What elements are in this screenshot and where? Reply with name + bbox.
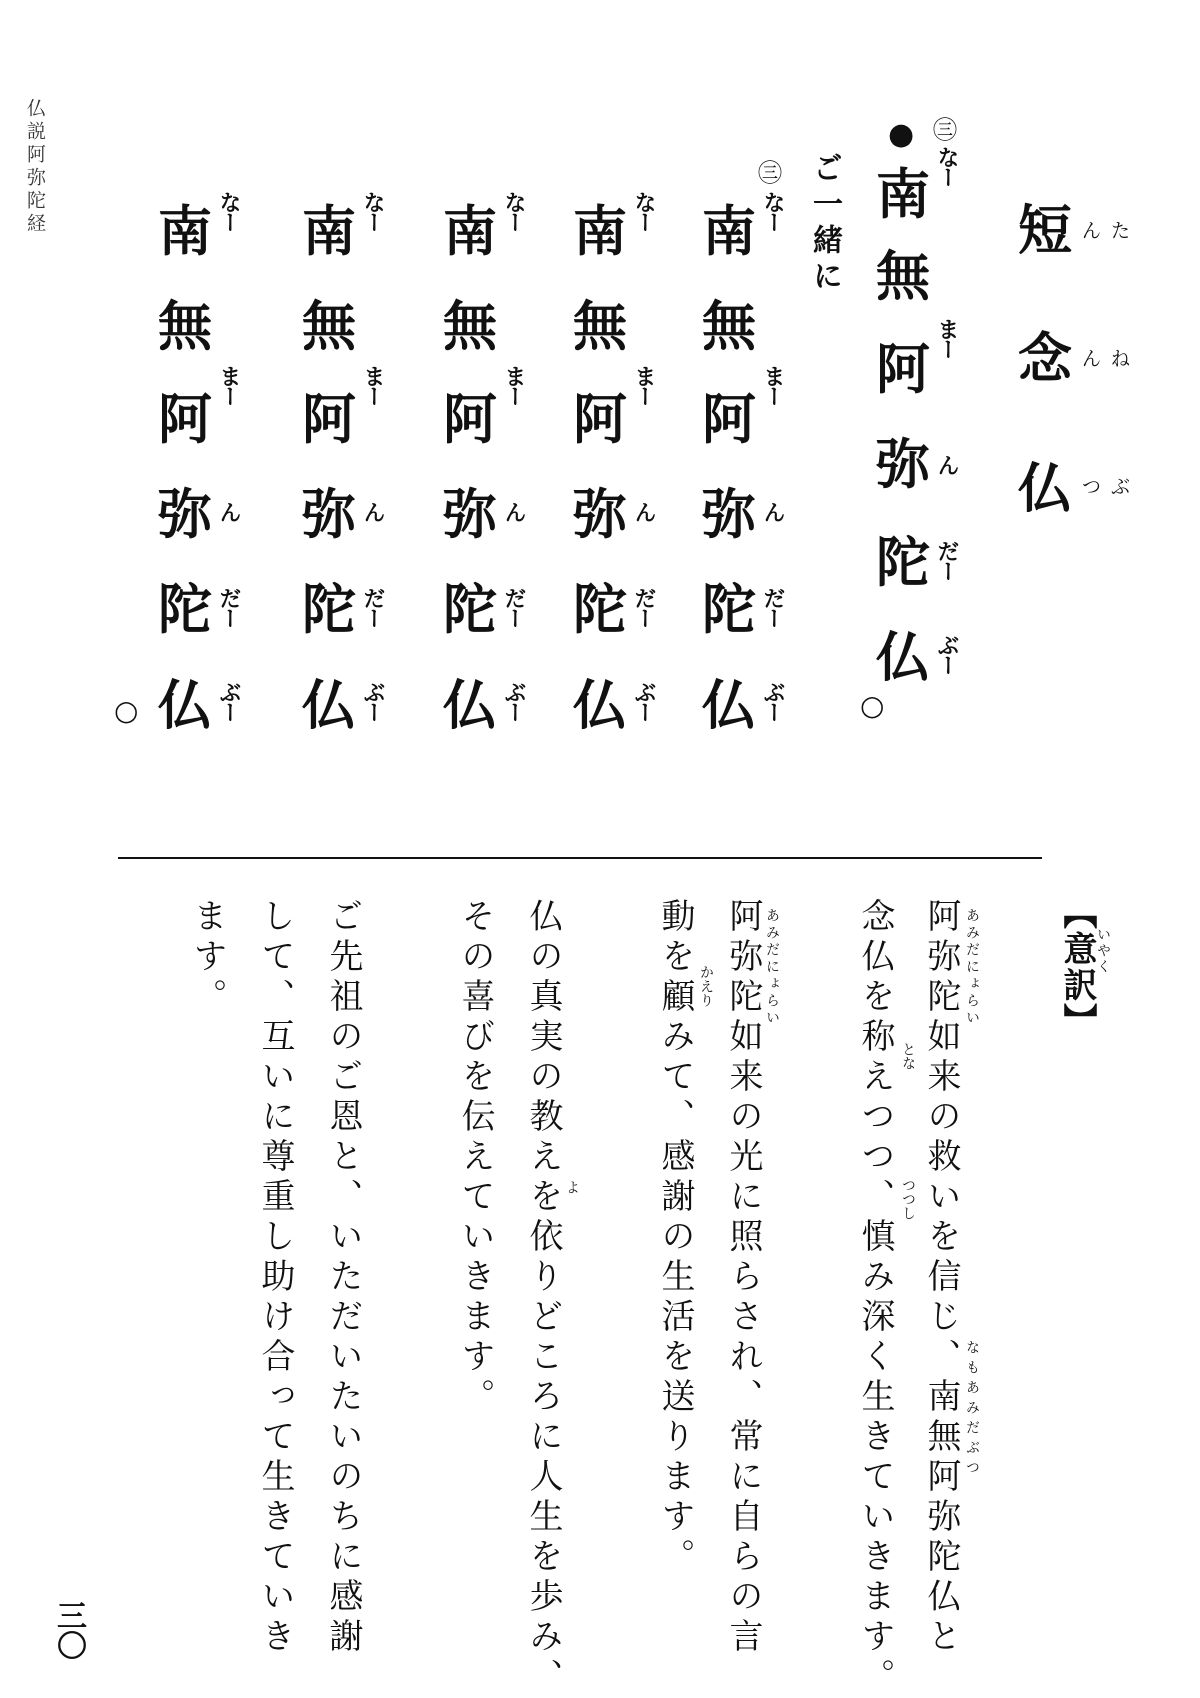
title-char: 念 bbox=[1018, 327, 1072, 390]
nembutsu-ruby: だー bbox=[760, 587, 786, 627]
title-ruby: ねん bbox=[1078, 348, 1131, 367]
nembutsu-ruby: ん bbox=[216, 501, 242, 521]
title-char: 短 bbox=[1018, 199, 1072, 262]
title-ruby: ぶつ bbox=[1078, 476, 1131, 495]
nembutsu-char: 無 bbox=[158, 295, 212, 358]
nembutsu-char: 陀 bbox=[573, 578, 627, 641]
translation-line: ご先祖のご恩と、いただいたいのちに感謝 bbox=[323, 898, 363, 1658]
nembutsu-ruby: ん bbox=[501, 501, 527, 521]
lead-dot-mark: ● bbox=[888, 117, 915, 152]
translation-ruby: あみだにょらい bbox=[964, 908, 980, 1027]
translation-label: 【意訳】 bbox=[1057, 895, 1097, 1039]
nembutsu-char: 弥 bbox=[443, 483, 497, 546]
nembutsu-ruby: まー bbox=[631, 365, 657, 405]
nembutsu-ruby: なー bbox=[760, 191, 786, 231]
translation-line: 阿弥陀如来の救いを信じ、南無阿弥陀仏と bbox=[921, 898, 961, 1658]
nembutsu-char: 南 bbox=[573, 200, 627, 263]
translation-line: 仏の真実の教えを依りどころに人生を歩み、 bbox=[523, 898, 563, 1698]
nembutsu-ruby: まー bbox=[501, 365, 527, 405]
nembutsu-ruby: ぶー bbox=[501, 681, 527, 721]
translation-ruby: とな bbox=[900, 1042, 916, 1070]
nembutsu-column bbox=[443, 191, 533, 765]
nembutsu-char: 南 bbox=[158, 200, 212, 263]
nembutsu-char: 陀 bbox=[158, 578, 212, 641]
nembutsu-column bbox=[702, 159, 792, 765]
page-number: 三〇 bbox=[51, 1600, 86, 1660]
nembutsu-char: 仏 bbox=[443, 674, 497, 737]
title-ruby: たん bbox=[1078, 220, 1131, 239]
nembutsu-ruby: ぶー bbox=[934, 634, 960, 674]
end-circle-mark: ○ bbox=[860, 689, 885, 722]
nembutsu-ruby: ぶー bbox=[360, 681, 386, 721]
nembutsu-char: 弥 bbox=[573, 483, 627, 546]
translation-ruby: かえり bbox=[698, 965, 714, 1007]
nembutsu-char: 南 bbox=[443, 200, 497, 263]
nembutsu-ruby: ん bbox=[631, 501, 657, 521]
nembutsu-char: 仏 bbox=[158, 674, 212, 737]
translation-ruby: つつし bbox=[900, 1178, 916, 1220]
nembutsu-ruby: なー bbox=[631, 191, 657, 231]
nembutsu-char: 南 bbox=[702, 200, 756, 263]
nembutsu-char: 阿 bbox=[702, 388, 756, 451]
nembutsu-ruby: だー bbox=[501, 587, 527, 627]
nembutsu-char: 陀 bbox=[443, 578, 497, 641]
nembutsu-ruby: まー bbox=[760, 365, 786, 405]
together-label: ご一緒に bbox=[807, 152, 842, 296]
nembutsu-char: 陀 bbox=[702, 578, 756, 641]
nembutsu-ruby: ぶー bbox=[631, 681, 657, 721]
nembutsu-ruby: なー bbox=[501, 191, 527, 231]
nembutsu-char: 仏 bbox=[876, 626, 930, 689]
section-divider bbox=[118, 857, 1042, 859]
nembutsu-leader-column bbox=[860, 116, 966, 728]
nembutsu-char: 仏 bbox=[302, 674, 356, 737]
translation-line: ます。 bbox=[187, 898, 227, 1018]
nembutsu-char: 弥 bbox=[302, 483, 356, 546]
nembutsu-column bbox=[573, 191, 663, 765]
nembutsu-char: 阿 bbox=[876, 338, 930, 401]
mi-mark: ㊂ bbox=[758, 159, 782, 187]
nembutsu-char: 南 bbox=[876, 163, 930, 226]
translation-ruby: あみだにょらい bbox=[764, 908, 780, 1027]
nembutsu-char: 無 bbox=[573, 295, 627, 358]
nembutsu-ruby: ぶー bbox=[760, 681, 786, 721]
nembutsu-ruby: まー bbox=[216, 365, 242, 405]
nembutsu-char: 南 bbox=[302, 200, 356, 263]
translation-line: 念仏を称えつつ、慎み深く生きていきます。 bbox=[855, 898, 895, 1698]
end-circle-mark: ○ bbox=[114, 694, 139, 727]
translation-line: 阿弥陀如来の光に照らされ、常に自らの言 bbox=[723, 898, 763, 1658]
nembutsu-char: 無 bbox=[443, 295, 497, 358]
nembutsu-ruby: ん bbox=[360, 501, 386, 521]
nembutsu-char: 弥 bbox=[158, 483, 212, 546]
nembutsu-char: 弥 bbox=[876, 433, 930, 496]
mi-mark: ㊂ bbox=[933, 116, 957, 144]
title-char: 仏 bbox=[1018, 457, 1072, 520]
nembutsu-char: 弥 bbox=[702, 483, 756, 546]
nembutsu-ruby: ん bbox=[934, 454, 960, 474]
nembutsu-ruby: ん bbox=[760, 501, 786, 521]
running-header: 仏説阿弥陀経 bbox=[24, 98, 46, 236]
nembutsu-ruby: なー bbox=[934, 146, 960, 186]
nembutsu-char: 阿 bbox=[302, 388, 356, 451]
translation-line: して、互いに尊重し助け合って生きていき bbox=[255, 898, 295, 1658]
nembutsu-ruby: まー bbox=[360, 365, 386, 405]
nembutsu-char: 無 bbox=[702, 295, 756, 358]
translation-label-ruby: いやく bbox=[1095, 927, 1111, 975]
nembutsu-column bbox=[302, 191, 392, 765]
nembutsu-char: 仏 bbox=[702, 674, 756, 737]
nembutsu-ruby: だー bbox=[360, 587, 386, 627]
translation-ruby: なもあみだぶつ bbox=[964, 1340, 980, 1480]
nembutsu-char: 無 bbox=[302, 295, 356, 358]
nembutsu-ruby: だー bbox=[216, 587, 242, 627]
nembutsu-ruby: まー bbox=[934, 318, 960, 358]
nembutsu-ruby: なー bbox=[360, 191, 386, 231]
nembutsu-ruby: だー bbox=[934, 540, 960, 580]
nembutsu-char: 阿 bbox=[443, 388, 497, 451]
nembutsu-char: 仏 bbox=[573, 674, 627, 737]
nembutsu-char: 無 bbox=[876, 245, 930, 308]
nembutsu-ruby: ぶー bbox=[216, 681, 242, 721]
nembutsu-char: 阿 bbox=[573, 388, 627, 451]
translation-line: 動を顧みて、感謝の生活を送ります。 bbox=[655, 898, 695, 1578]
translation-line: その喜びを伝えていきます。 bbox=[455, 898, 495, 1418]
nembutsu-char: 陀 bbox=[876, 531, 930, 594]
nembutsu-column bbox=[114, 191, 248, 765]
nembutsu-char: 陀 bbox=[302, 578, 356, 641]
translation-ruby: よ bbox=[564, 1180, 580, 1194]
nembutsu-char: 阿 bbox=[158, 388, 212, 451]
nembutsu-ruby: なー bbox=[216, 191, 242, 231]
nembutsu-ruby: だー bbox=[631, 587, 657, 627]
